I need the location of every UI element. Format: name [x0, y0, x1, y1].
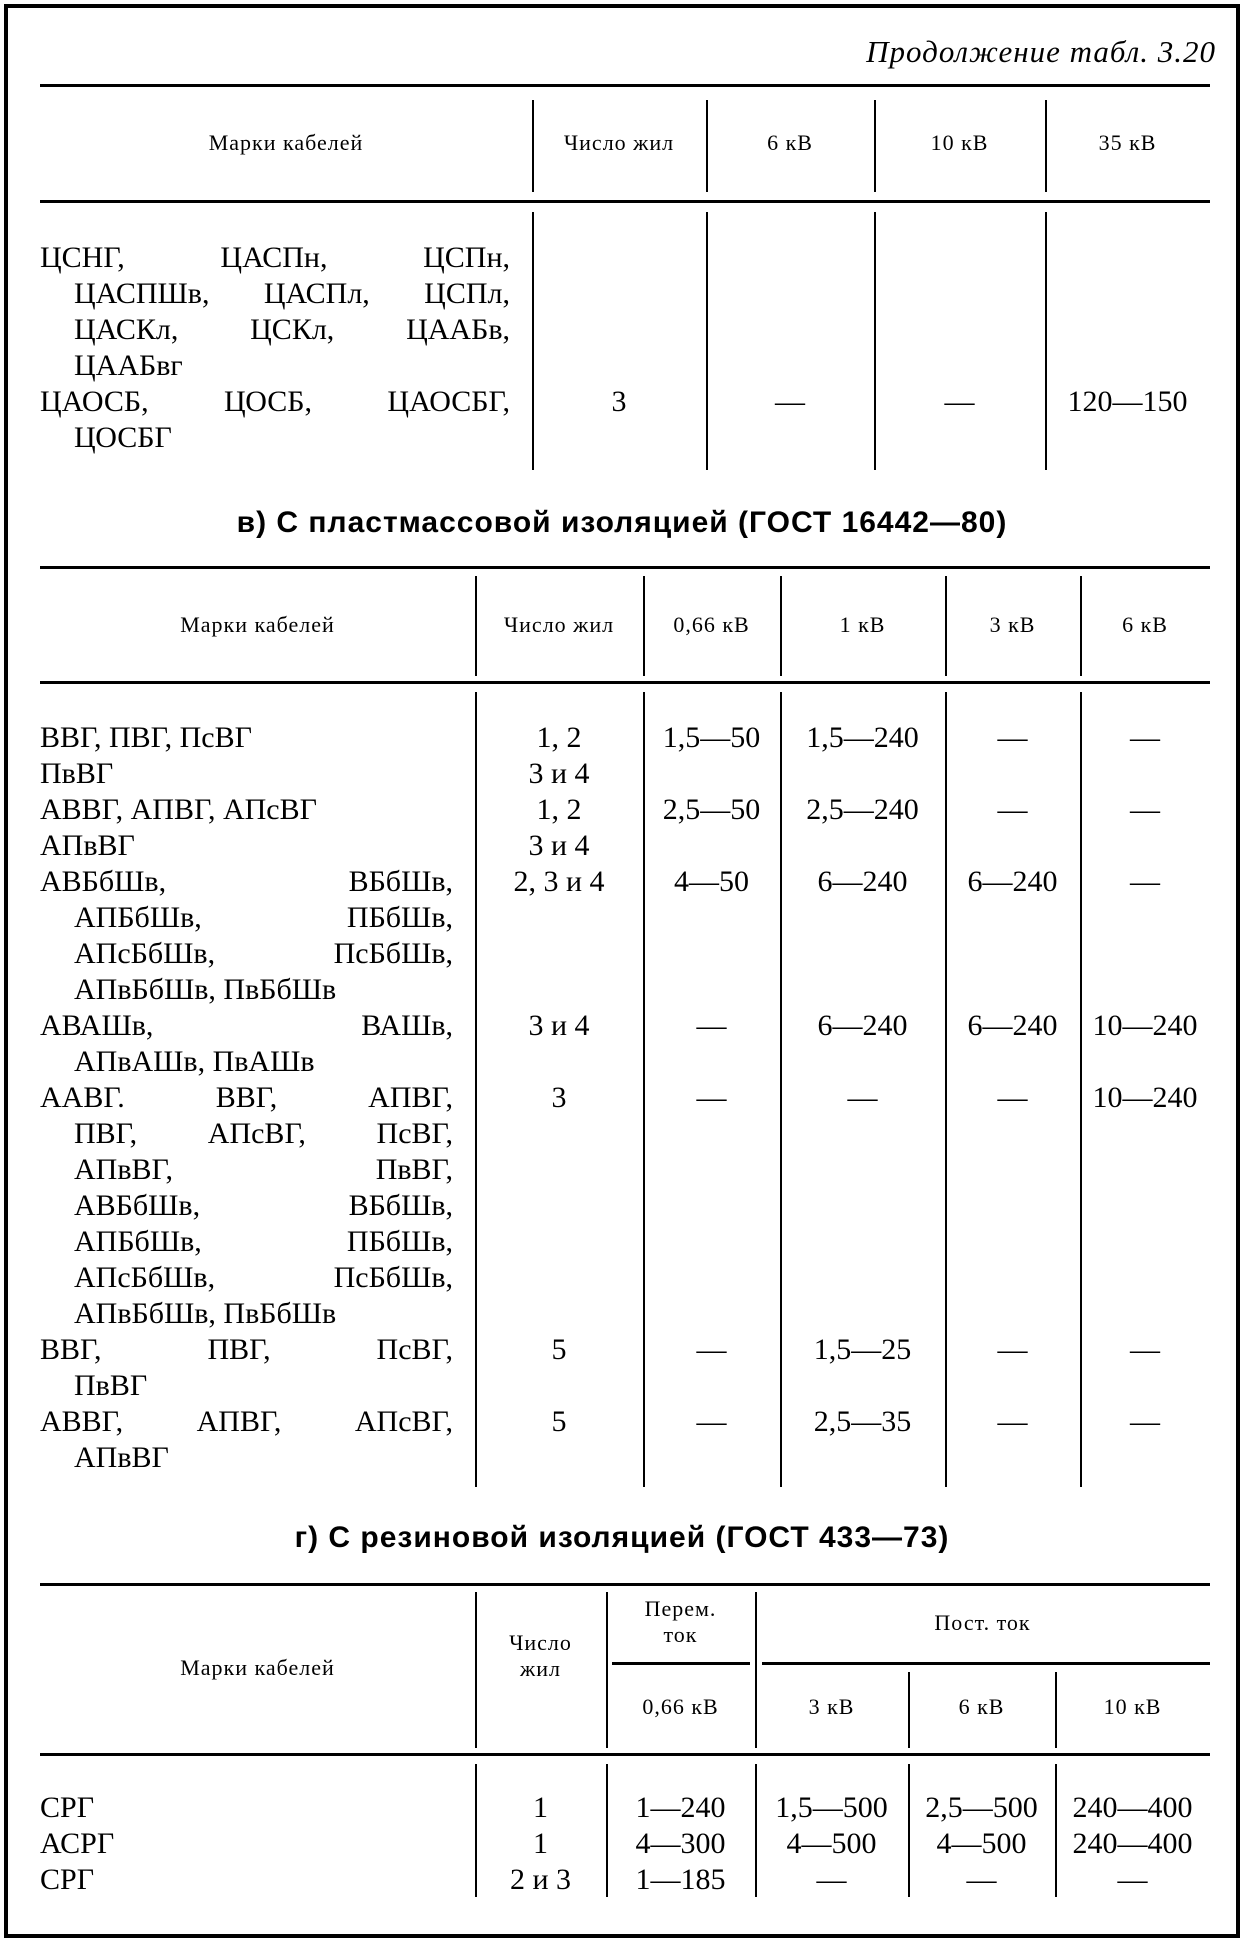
table-cell-value: 1—240 — [635, 1791, 726, 1824]
table-cell-value: 1, 2 — [536, 793, 582, 826]
table-cell-value: 5 — [551, 1405, 567, 1438]
table-cell-value: 3 и 4 — [528, 757, 590, 790]
cable-brand-line: ВВГ, ПВГ, ПсВГ — [40, 721, 252, 754]
table-cell-value: 3 и 4 — [528, 829, 590, 862]
table-cell-value: 6—240 — [817, 865, 908, 898]
cable-brand-line: АСРГ — [40, 1827, 115, 1860]
horizontal-rule — [612, 1662, 750, 1665]
horizontal-rule — [40, 566, 1210, 569]
table-cell-value — [643, 756, 780, 792]
table-cell-value: — — [1130, 1333, 1160, 1366]
table-cell-value: — — [997, 721, 1028, 754]
column-subheader: 6 кВ — [958, 1694, 1005, 1719]
table-cell-value: 4—500 — [786, 1827, 877, 1860]
cable-brand-line: СРГ — [40, 1791, 95, 1824]
table-cell-value: 6—240 — [967, 865, 1058, 898]
table-cell-value: 6—240 — [967, 1009, 1058, 1042]
table-cell-value — [945, 828, 1080, 864]
cable-brand-line: АПвВГ — [40, 829, 135, 862]
horizontal-rule — [40, 200, 1210, 203]
table-cell-value: 1,5—25 — [813, 1333, 912, 1366]
table-cell-value: — — [997, 1405, 1028, 1438]
table-cell-value: 2 и 3 — [509, 1863, 572, 1896]
table-cell-value: 1,5—50 — [662, 721, 761, 754]
horizontal-rule — [40, 1753, 1210, 1756]
cable-brand-line: ЦАСПШв, ЦАСПл, ЦСПл, — [74, 277, 510, 310]
table-cell-value: 3 — [611, 385, 627, 418]
horizontal-rule — [40, 84, 1210, 87]
table-cell-value: — — [816, 1863, 847, 1896]
table-cell-value: — — [997, 793, 1028, 826]
horizontal-rule — [40, 681, 1210, 684]
table-cell-value: — — [847, 1081, 878, 1114]
table-cell-value: — — [696, 1333, 727, 1366]
cable-brand-line: ЦСНГ, ЦАСПн, ЦСПн, — [40, 241, 510, 274]
column-header: Число жил — [563, 130, 675, 155]
cable-brand-line: ААВГ. ВВГ, АПВГ, — [40, 1081, 453, 1114]
table-cell-value: — — [1130, 721, 1160, 754]
column-header-brand: Марки кабелей — [180, 1655, 335, 1680]
cable-brand-line: АПвБбШв, ПвБбШв — [74, 973, 337, 1006]
column-header-cores: Число жил — [509, 1630, 572, 1681]
table-cell-value: 240—400 — [1072, 1791, 1193, 1824]
cable-brand-line: АВБбШв, ВБбШв, — [40, 865, 453, 898]
table-cell-value: — — [966, 1863, 997, 1896]
cable-brand-line: АПБбШв, ПБбШв, — [74, 901, 453, 934]
table-cell-value: 4—50 — [674, 865, 749, 898]
table-cell-value: 2,5—240 — [806, 793, 919, 826]
table-cell-value — [532, 240, 706, 276]
table-cell-value: 2, 3 и 4 — [513, 865, 605, 898]
horizontal-rule — [762, 1662, 1210, 1665]
cable-brand-line: ЦААБвг — [74, 349, 183, 382]
table-cell-value: — — [944, 385, 975, 418]
table-cell-value: — — [696, 1009, 727, 1042]
cable-brand-line: АПсБбШв, ПсБбШв, — [74, 1261, 453, 1294]
table-cell-value: 1 — [533, 1791, 548, 1824]
column-subheader: 10 кВ — [1103, 1694, 1162, 1719]
table-cell-value — [874, 240, 1045, 276]
table-cell-value: 1,5—240 — [806, 721, 919, 754]
table-cell-value: 2,5—500 — [925, 1791, 1038, 1824]
table-cell-value: 2,5—35 — [813, 1405, 912, 1438]
column-header: Число жил — [503, 612, 615, 637]
cable-brand-line: АПвАШв, ПвАШв — [74, 1045, 315, 1078]
table-cell-value: — — [696, 1081, 727, 1114]
table-cell-value — [1080, 756, 1210, 792]
column-header: 0,66 кВ — [673, 612, 750, 637]
cable-brand-line: АПБбШв, ПБбШв, — [74, 1225, 453, 1258]
table-cell-value — [1080, 828, 1210, 864]
column-header: 35 кВ — [1098, 130, 1157, 155]
cable-brand-line: АПвБбШв, ПвБбШв — [74, 1297, 337, 1330]
cable-brand-line: АВВГ, АПВГ, АПсВГ, — [40, 1405, 453, 1438]
table-cell-value: — — [1117, 1863, 1148, 1896]
cable-brand-line: АПвВГ, ПвВГ, — [74, 1153, 453, 1186]
cable-brand-line: АВБбШв, ВБбШв, — [74, 1189, 453, 1222]
column-header-dc: Пост. ток — [934, 1610, 1031, 1635]
table-cell-value — [780, 756, 945, 792]
cable-brand-line: АПвВГ — [74, 1441, 169, 1474]
table-cell-value: — — [1130, 793, 1160, 826]
table-cell-value — [780, 828, 945, 864]
column-header: 6 кВ — [767, 130, 813, 155]
table-cell-value: 4—500 — [936, 1827, 1027, 1860]
table-cell-value — [643, 828, 780, 864]
section-title-rubber: г) С резиновой изоляцией (ГОСТ 433—73) — [294, 1521, 950, 1554]
table-cell-value — [706, 240, 874, 276]
cable-brand-line: ЦОСБГ — [74, 421, 172, 454]
column-header: Марки кабелей — [208, 130, 364, 155]
cable-brand-line: ПвВГ — [74, 1369, 148, 1402]
horizontal-rule — [40, 1583, 1210, 1586]
cable-brand-line: ПвВГ — [40, 757, 114, 790]
cable-brand-line: ЦАОСБ, ЦОСБ, ЦАОСБГ, — [40, 385, 510, 418]
table-cell-value: — — [997, 1333, 1028, 1366]
cable-brand-line: АВВГ, АПВГ, АПсВГ — [40, 793, 317, 826]
table-cell-value: 6—240 — [817, 1009, 908, 1042]
table-cell-value: 240—400 — [1072, 1827, 1193, 1860]
column-header: 6 кВ — [1122, 612, 1168, 637]
table-cell-value: 1 — [533, 1827, 548, 1860]
section-title-plastic: в) С пластмассовой изоляцией (ГОСТ 16442—80) — [236, 506, 1008, 539]
table-continuation-caption: Продолжение табл. 3.20 — [866, 34, 1216, 69]
table-cell-value: — — [997, 1081, 1028, 1114]
table-cell-value: 5 — [551, 1333, 567, 1366]
table-cell-value: 2,5—50 — [662, 793, 761, 826]
table-cell-value: 1—185 — [635, 1863, 726, 1896]
column-header: 1 кВ — [839, 612, 886, 637]
table-cell-value: 1,5—500 — [775, 1791, 888, 1824]
table-cell-value: 4—300 — [635, 1827, 726, 1860]
cable-brand-line: ПВГ, АПсВГ, ПсВГ, — [74, 1117, 453, 1150]
table-cell-value: 10—240 — [1092, 1009, 1198, 1042]
table-cell-value: — — [696, 1405, 727, 1438]
cable-brand-line: ЦАСКл, ЦСКл, ЦААБв, — [74, 313, 510, 346]
table-cell-value: 10—240 — [1092, 1081, 1198, 1114]
cable-brand-line: ВВГ, ПВГ, ПсВГ, — [40, 1333, 453, 1366]
table-cell-value: 3 — [551, 1081, 567, 1114]
table-cell-value — [945, 756, 1080, 792]
table-cell-value: 3 и 4 — [528, 1009, 590, 1042]
table-cell-value: — — [1130, 865, 1160, 898]
column-subheader: 0,66 кВ — [642, 1694, 719, 1719]
column-header: 10 кВ — [930, 130, 989, 155]
cable-brand-line: АПсБбШв, ПсБбШв, — [74, 937, 453, 970]
table-cell-value: 120—150 — [1067, 385, 1188, 418]
column-header: Марки кабелей — [180, 612, 335, 637]
table-cell-value: — — [775, 385, 805, 418]
table-cell-value: — — [1130, 1405, 1160, 1438]
column-header: 3 кВ — [989, 612, 1036, 637]
column-subheader: 3 кВ — [808, 1694, 855, 1719]
cable-brand-line: СРГ — [40, 1863, 95, 1896]
table-cell-value: 1, 2 — [536, 721, 582, 754]
column-header-ac: Перем. ток — [644, 1596, 717, 1647]
cable-brand-line: АВАШв, ВАШв, — [40, 1009, 453, 1042]
table-cell-value — [1045, 240, 1210, 276]
